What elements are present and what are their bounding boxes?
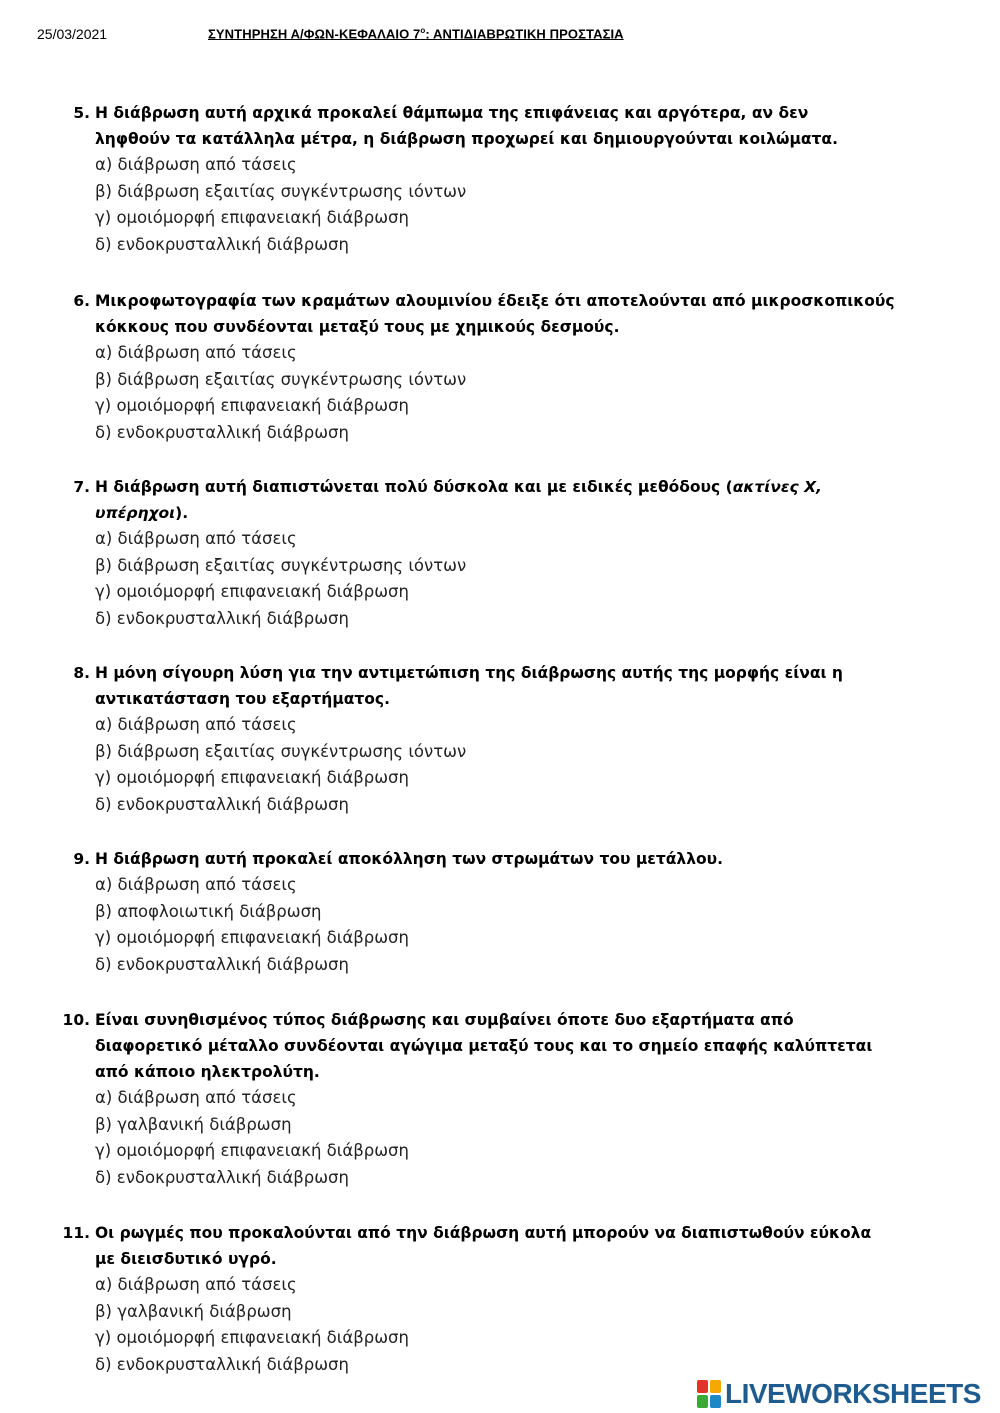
question-number: 7. [73, 478, 90, 496]
option-d[interactable]: δ) ενδοκρυσταλλική διάβρωση [95, 955, 349, 975]
option-list [60, 712, 995, 819]
option-b[interactable]: β) διάβρωση εξαιτίας συγκέντρωσης ιόντων [95, 555, 467, 575]
option-a[interactable]: α) διάβρωση από τάσεις [95, 343, 297, 362]
question-line-text: Η διάβρωση αυτή διαπιστώνεται πολύ δύσκολα και με ειδικές μεθόδους ( [95, 478, 733, 496]
question-text [60, 1220, 995, 1272]
option-c[interactable]: γ) ομοιόμορφή επιφανειακή διάβρωση [95, 928, 409, 948]
question-8 [60, 660, 995, 819]
option-b[interactable]: β) αποφλοιωτική διάβρωση [95, 901, 322, 921]
question-text [60, 846, 995, 872]
question-text [60, 1007, 995, 1085]
question-line-text: ). [175, 504, 189, 522]
header-title-superscript: ο [420, 26, 426, 35]
logo-square-green [697, 1395, 708, 1408]
option-list [60, 526, 995, 633]
option-a[interactable]: α) διάβρωση από τάσεις [95, 529, 297, 548]
question-text [60, 100, 995, 152]
liveworksheets-logo[interactable] [697, 1377, 981, 1411]
option-list [60, 1085, 995, 1192]
option-d[interactable]: δ) ενδοκρυσταλλική διάβρωση [95, 795, 349, 815]
option-c[interactable]: γ) ομοιόμορφή επιφανειακή διάβρωση [95, 1328, 409, 1348]
question-line: αντικατάσταση του εξαρτήματος. [95, 690, 390, 708]
option-a[interactable]: α) διάβρωση από τάσεις [95, 875, 297, 894]
option-list [60, 872, 995, 979]
option-d[interactable]: δ) ενδοκρυσταλλική διάβρωση [95, 423, 349, 443]
question-text [60, 660, 995, 712]
option-c[interactable]: γ) ομοιόμορφή επιφανειακή διάβρωση [95, 208, 409, 228]
question-number: 5. [73, 104, 90, 122]
option-d[interactable]: δ) ενδοκρυσταλλική διάβρωση [95, 1355, 349, 1375]
question-line: Η μόνη σίγουρη λύση για την αντιμετώπιση της διάβρωσης αυτής της μορφής είναι η [95, 664, 843, 682]
header-title-suffix: : ΑΝΤΙΔΙΑΒΡΩΤΙΚΗ ΠΡΟΣΤΑΣΙΑ [425, 26, 624, 42]
option-list [60, 340, 995, 447]
question-7 [60, 474, 995, 633]
question-line [95, 500, 995, 526]
option-d[interactable]: δ) ενδοκρυσταλλική διάβρωση [95, 1168, 349, 1188]
question-line: Είναι συνηθισμένος τύπος διάβρωσης και συμβαίνει όποτε δυο εξαρτήματα από [95, 1011, 794, 1029]
option-d[interactable]: δ) ενδοκρυσταλλική διάβρωση [95, 235, 349, 255]
option-list [60, 152, 995, 259]
liveworksheets-logo-icon [697, 1380, 721, 1408]
question-5 [60, 100, 995, 259]
question-number: 8. [73, 664, 90, 682]
logo-square-red [697, 1380, 708, 1393]
question-line: Μικροφωτογραφία των κραμάτων αλουμινίου έδειξε ότι αποτελούνται από μικροσκοπικούς [95, 292, 895, 310]
question-line: από κάποιο ηλεκτρολύτη. [95, 1063, 320, 1081]
option-c[interactable]: γ) ομοιόμορφή επιφανειακή διάβρωση [95, 582, 409, 602]
question-number: 10. [62, 1011, 90, 1029]
question-text [60, 288, 995, 340]
option-a[interactable]: α) διάβρωση από τάσεις [95, 1088, 297, 1107]
question-line: ληφθούν τα κατάλληλα μέτρα, η διάβρωση προχωρεί και δημιουργούνται κοιλώματα. [95, 130, 838, 148]
question-11 [60, 1220, 995, 1379]
header-title [208, 26, 624, 41]
option-list [60, 1272, 995, 1379]
question-number: 11. [62, 1224, 90, 1242]
liveworksheets-logo-text: LIVEWORKSHEETS [725, 1378, 981, 1409]
question-9 [60, 846, 995, 979]
question-6 [60, 288, 995, 447]
option-b[interactable]: β) γαλβανική διάβρωση [95, 1301, 292, 1321]
option-b[interactable]: β) διάβρωση εξαιτίας συγκέντρωσης ιόντων [95, 181, 467, 201]
option-d[interactable]: δ) ενδοκρυσταλλική διάβρωση [95, 609, 349, 629]
question-text [60, 474, 995, 526]
question-line: διαφορετικό μέταλλο συνδέονται αγώγιμα μεταξύ τους και το σημείο επαφής καλύπτεται [95, 1037, 873, 1055]
header-title-prefix: ΣΥΝΤΗΡΗΣΗ Α/ΦΩΝ-ΚΕΦΑΛΑΙΟ 7 [208, 26, 421, 42]
question-line: κόκκους που συνδέονται μεταξύ τους με χημικούς δεσμούς. [95, 318, 620, 336]
question-10 [60, 1007, 995, 1192]
option-a[interactable]: α) διάβρωση από τάσεις [95, 155, 297, 174]
question-line-italic: ακτίνες Χ, [732, 478, 822, 496]
option-b[interactable]: β) γαλβανική διάβρωση [95, 1114, 292, 1134]
option-b[interactable]: β) διάβρωση εξαιτίας συγκέντρωσης ιόντων [95, 369, 467, 389]
logo-square-blue [710, 1395, 721, 1408]
option-c[interactable]: γ) ομοιόμορφή επιφανειακή διάβρωση [95, 768, 409, 788]
question-line [95, 474, 995, 500]
option-c[interactable]: γ) ομοιόμορφή επιφανειακή διάβρωση [95, 396, 409, 416]
question-number: 9. [73, 850, 90, 868]
option-a[interactable]: α) διάβρωση από τάσεις [95, 1275, 297, 1294]
option-c[interactable]: γ) ομοιόμορφή επιφανειακή διάβρωση [95, 1141, 409, 1161]
question-line: με διεισδυτικό υγρό. [95, 1250, 277, 1268]
option-a[interactable]: α) διάβρωση από τάσεις [95, 715, 297, 734]
option-b[interactable]: β) διάβρωση εξαιτίας συγκέντρωσης ιόντων [95, 741, 467, 761]
question-line-italic: υπέρηχοι [95, 504, 176, 522]
question-line: Η διάβρωση αυτή αρχικά προκαλεί θάμπωμα της επιφάνειας και αργότερα, αν δεν [95, 104, 809, 122]
logo-square-yellow [710, 1380, 721, 1393]
question-line: Η διάβρωση αυτή προκαλεί αποκόλληση των στρωμάτων του μετάλλου. [95, 850, 724, 868]
header-date: 25/03/2021 [37, 26, 108, 42]
question-line: Οι ρωγμές που προκαλούνται από την διάβρωση αυτή μπορούν να διαπιστωθούν εύκολα [95, 1224, 872, 1242]
question-number: 6. [73, 292, 90, 310]
